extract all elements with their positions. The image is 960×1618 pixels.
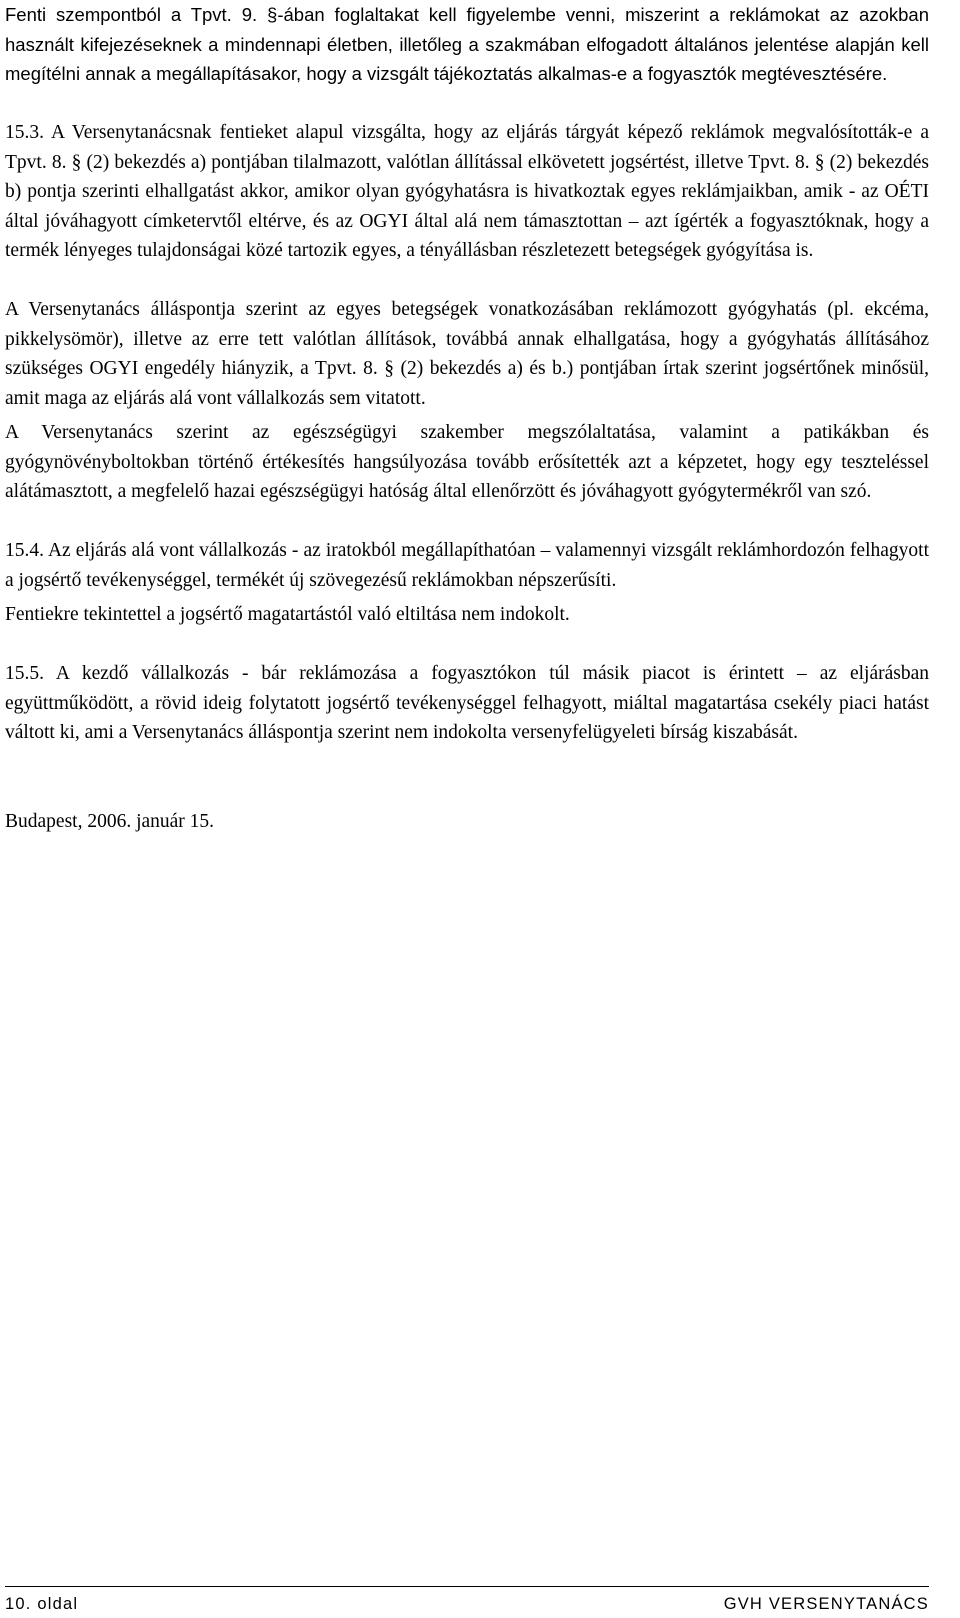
spacer [5,748,929,778]
paragraph-15-3: 15.3. A Versenytanácsnak fentieket alapul vizsgálta, hogy az eljárás tárgyát képező reklámok megvalósították-e a Tpvt. 8. § (2) bekezdés a) pontjában tilalmazott, valótlan állítással elkövetett jogsértést, illetve Tpvt. 8. § (2) bekezdés b) pontja szerinti elhallgatást akkor, amikor olyan gyógyhatásra is hivatkoztak egyes reklámjaikban, amik - az OÉTI által jóváhagyott címketervtől eltérve, és az OGYI által alá nem támasztottan – azt ígérték a fogyasztóknak, hogy a termék lényeges tulajdonságai közé tartozik egyes, a tényállásban részletezett betegségek gyógyítása is. [5,122,929,261]
paragraph-intro: Fenti szempontból a Tpvt. 9. §-ában foglaltakat kell figyelembe venni, miszerint a reklámokat az azokban használt kifejezéseknek a mindennapi életben, illetőleg a szakmában elfogadott általános jelentése alapján kell megítélni annak a megállapításakor, hogy a vizsgált tájékoztatás alkalmas-e a fogyasztók megtévesztésére. [5,4,929,84]
spacer [5,777,929,807]
page-footer [5,1594,929,1618]
paragraph-conclusion: Fentiekre tekintettel a jogsértő magatartástól való eltiltása nem indokolt. [5,604,570,625]
footer-divider [5,1586,929,1587]
paragraph-15-4: 15.4. Az eljárás alá vont vállalkozás - az iratokból megállapíthatóan – valamennyi vizsgált reklámhordozón felhagyott a jogsértő tevékenységgel, termékét új szövegezésű reklámokban népszerűsíti. [5,540,929,591]
page-number: 10. oldal [5,1595,79,1613]
spacer [5,630,929,660]
spacer [5,89,929,119]
spacer [5,507,929,537]
place-date: Budapest, 2006. január 15. [5,810,215,832]
organization-name: GVH VERSENYTANÁCS [723,1595,929,1613]
document-page [5,0,929,836]
paragraph-position: A Versenytanács álláspontja szerint az egyes betegségek vonatkozásában reklámozott gyógyhatás (pl. ekcéma, pikkelysömör), illetve az erre tett valótlan állítások, továbbá annak elhallgatása, hogy a gyógyhatás állításához szükséges OGYI engedély hiányzik, a Tpvt. 8. § (2) bekezdés a) és b.) pontjában írtak szerint jogsértőnek minősül, amit maga az eljárás alá vont vállalkozás sem vitatott. [5,299,929,409]
paragraph-15-5: 15.5. A kezdő vállalkozás - bár reklámozása a fogyasztókon túl másik piacot is érintett – az eljárásban együttműködött, a rövid ideig folytatott jogsértő tevékenységgel felhagyott, miáltal magatartása csekély piaci hatást váltott ki, ami a Versenytanács álláspontja szerint nem indokolta versenyfelügyeleti bírság kiszabását. [5,663,929,743]
paragraph-health-expert: A Versenytanács szerint az egészségügyi szakember megszólaltatása, valamint a patikákban és gyógynövényboltokban történő értékesítés hangsúlyozása tovább erősítették azt a képzetet, hogy egy teszteléssel alátámasztott, a megfelelő hazai egészségügyi hatóság által ellenőrzött és jóváhagyott gyógytermékről van szó. [5,422,929,502]
spacer [5,266,929,296]
